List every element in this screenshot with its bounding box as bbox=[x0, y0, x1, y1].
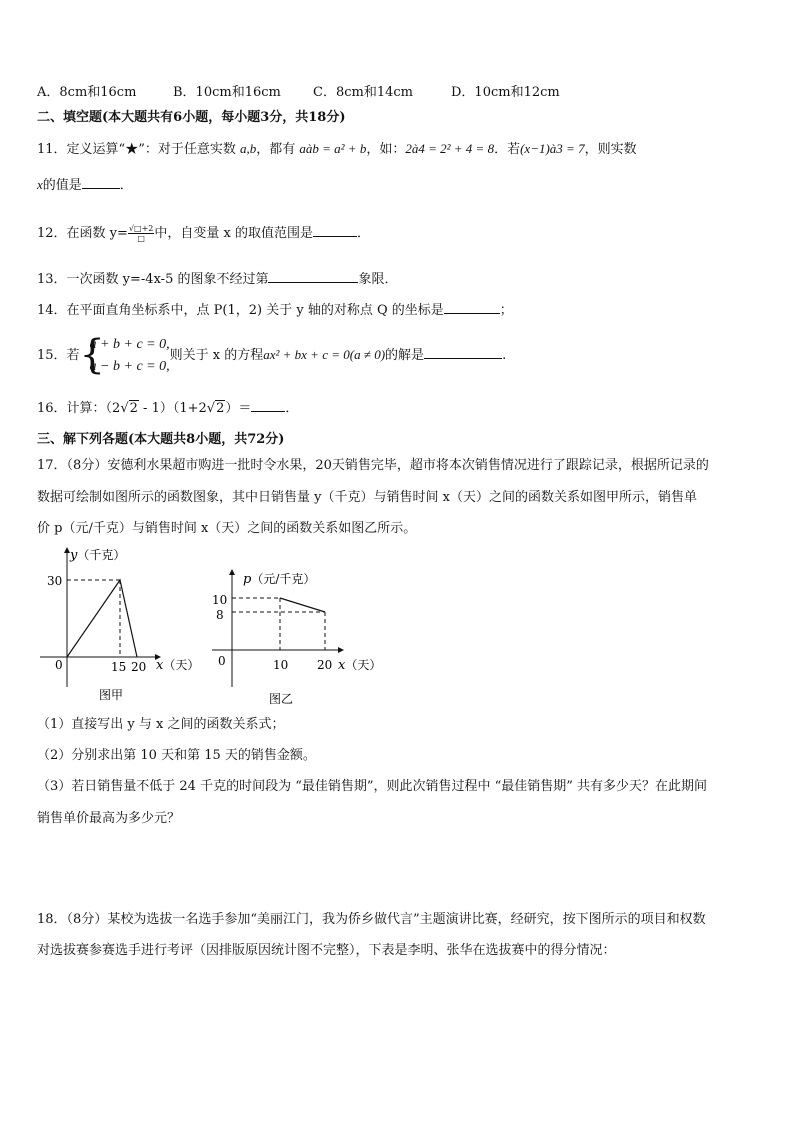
q17-line3: 价 p（元/千克）与销售时间 x（天）之间的函数关系如图乙所示。 bbox=[37, 521, 417, 536]
q11-line2: x的值是 ． bbox=[37, 177, 133, 193]
graph-b-caption: 图乙 bbox=[269, 692, 294, 706]
graph-b-ytick-10: 10 bbox=[212, 593, 228, 607]
choice-d: D．10cm和12cm bbox=[451, 85, 560, 100]
graph-b-ylabel: p（元/千克） bbox=[243, 572, 316, 587]
q11-definition: aàb = a² + b bbox=[299, 141, 367, 156]
q17-sub2: （2）分别求出第 10 天和第 15 天的销售金额。 bbox=[37, 748, 316, 763]
graph-a-xlabel: x（天） bbox=[156, 658, 200, 673]
choice-a: A．8cm和16cm bbox=[37, 85, 137, 100]
graph-a-ylabel: y（千克） bbox=[70, 548, 126, 563]
graph-b-xtick-20: 20 bbox=[317, 658, 333, 672]
q11-line1: 11．定义运算“★”：对于任意实数 a,b，都有 aàb = a² + b，如：2à4 = 2² + 4 = 8．若(x−1)à3 = 7，则实数 bbox=[37, 141, 637, 157]
q11-example: 2à4 = 2² + 4 = 8 bbox=[405, 141, 495, 156]
q18-line2: 对选拔赛参赛选手进行考评（因排版原因统计图不完整），下表是李明、张华在选拔赛中的得分情况： bbox=[37, 943, 616, 958]
q18-line1: 18．（8分）某校为选拔一名选手参加“美丽江门，我为侨乡做代言”主题演讲比赛，经研究，按下图所示的项目和权数 bbox=[37, 912, 706, 927]
choice-b: B．10cm和16cm bbox=[173, 85, 281, 100]
graph-a-xtick-20: 20 bbox=[131, 660, 147, 674]
answer-blank bbox=[82, 176, 120, 189]
answer-blank bbox=[444, 301, 500, 314]
graph-a bbox=[30, 545, 210, 710]
q10-choices bbox=[37, 84, 560, 102]
q11-vars: a,b bbox=[239, 141, 257, 156]
q13: 13．一次函数 y=-4x-5 的图象不经过第 象限． bbox=[37, 272, 398, 287]
sqrt-icon: √ bbox=[206, 401, 216, 416]
q17-sub1: （1）直接写出 y 与 x 之间的函数关系式； bbox=[37, 717, 285, 732]
graph-b-ytick-8: 8 bbox=[216, 608, 224, 622]
q15-equation: ax² + bx + c = 0(a ≠ 0) bbox=[263, 347, 386, 362]
choice-c: C．8cm和14cm bbox=[313, 85, 413, 100]
q12: 12．在函数 y= $\frac{√□+2}{□}$ 中，自变量 x 的取值范围是 ． bbox=[37, 224, 370, 243]
graph-a-ytick: 30 bbox=[47, 574, 63, 588]
graph-b bbox=[205, 565, 395, 710]
graph-b-xtick-10: 10 bbox=[273, 658, 289, 672]
q16: 16．计算：（2√2 - 1）（1+2√2）＝ ． bbox=[37, 401, 299, 416]
q14: 14．在平面直角坐标系中，点 P(1，2) 关于 y 轴的对称点 Q 的坐标是 ； bbox=[37, 303, 513, 318]
answer-blank bbox=[251, 399, 285, 412]
answer-blank bbox=[424, 346, 502, 359]
section2-heading: 二、填空题(本大题共有6小题，每小题3分，共18分) bbox=[37, 110, 346, 125]
answer-blank bbox=[313, 224, 357, 237]
graph-b-line bbox=[280, 598, 325, 612]
graph-a-origin: 0 bbox=[55, 658, 63, 672]
sqrt-icon: √ bbox=[120, 401, 129, 416]
graph-b-origin: 0 bbox=[218, 654, 226, 668]
q12-fraction: $\frac{√□+2}{□}$ bbox=[128, 224, 154, 243]
brace-icon: { bbox=[79, 331, 105, 378]
graph-a-line bbox=[67, 580, 137, 657]
q17-line1: 17．（8分）安德利水果超市购进一批时令水果，20天销售完毕，超市将本次销售情况进行了跟踪记录，根据所记录的 bbox=[37, 458, 709, 473]
answer-blank bbox=[268, 270, 358, 283]
q17-sub3-line2: 销售单价最高为多少元？ bbox=[37, 811, 181, 826]
q11-condition: (x−1)à3 = 7 bbox=[520, 141, 585, 156]
q17-line2: 数据可绘制如图所示的函数图象，其中日销售量 y（千克）与销售时间 x（天）之间的函数关系如图甲所示，销售单 bbox=[37, 490, 697, 505]
section3-heading: 三、解下列各题(本大题共8小题，共72分) bbox=[37, 432, 285, 447]
graph-a-xtick-15: 15 bbox=[111, 660, 127, 674]
q15-equation-system: { a + b + c = 0, a − b + c = 0, bbox=[79, 331, 170, 378]
graph-b-xlabel: x（天） bbox=[338, 658, 382, 673]
q17-sub3-line1: （3）若日销售量不低于 24 千克的时间段为 “最佳销售期”，则此次销售过程中 “最佳销售期” 共有多少天？在此期间 bbox=[37, 779, 708, 794]
graph-a-caption: 图甲 bbox=[99, 688, 124, 702]
q15: 15．若 { a + b + c = 0, a − b + c = 0, 则关于 x 的方程ax² + bx + c = 0(a ≠ 0)的解是 . bbox=[37, 331, 507, 378]
